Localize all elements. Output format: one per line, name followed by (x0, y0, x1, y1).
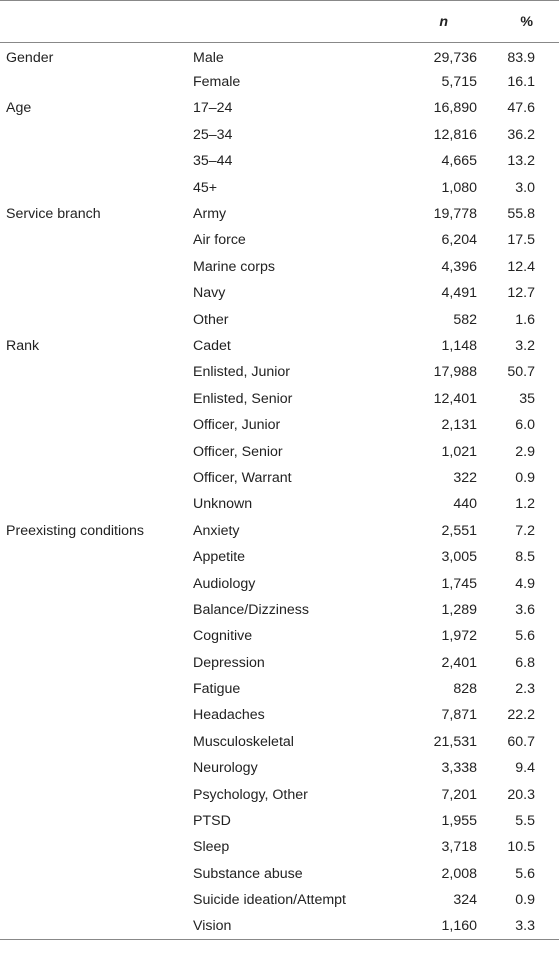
percent-value: 0.9 (515, 469, 535, 486)
group-label (0, 808, 188, 834)
count-value: 21,531 (433, 733, 477, 750)
group-label (0, 649, 188, 675)
item-label: 35–44 (193, 153, 233, 170)
table-header (0, 1, 559, 43)
table-row (0, 808, 559, 834)
count-value: 1,289 (441, 601, 477, 618)
group-label (0, 834, 188, 860)
count-value: 12,401 (433, 390, 477, 407)
item-label: Officer, Senior (193, 443, 283, 460)
percent-value: 1.2 (515, 496, 535, 513)
item-label: Air force (193, 232, 246, 249)
count-value: 4,396 (441, 258, 477, 275)
count-value: 828 (453, 681, 477, 698)
count-value: 5,715 (441, 74, 477, 91)
group-label (0, 254, 188, 280)
item-label: Depression (193, 654, 265, 671)
group-label (0, 861, 188, 887)
table-row (0, 887, 559, 913)
percent-value: 3.2 (515, 337, 535, 354)
group-label (0, 623, 188, 649)
item-label: Fatigue (193, 681, 241, 698)
item-label: 25–34 (193, 126, 233, 143)
table-row (0, 781, 559, 807)
item-label: Headaches (193, 707, 265, 724)
percent-value: 20.3 (507, 786, 535, 803)
count-value: 1,972 (441, 628, 477, 645)
percent-value: 17.5 (507, 232, 535, 249)
count-value: 29,736 (433, 49, 477, 66)
count-value: 1,148 (441, 337, 477, 354)
percent-value: 2.3 (515, 681, 535, 698)
table-row (0, 465, 559, 491)
table-row (0, 333, 559, 359)
table-row (0, 702, 559, 728)
percent-value: 3.0 (515, 179, 535, 196)
group-label (0, 702, 188, 728)
percent-value: 47.6 (507, 100, 535, 117)
group-label (0, 491, 188, 517)
item-label: Officer, Junior (193, 417, 281, 434)
table-row (0, 254, 559, 280)
group-label: Rank (6, 337, 40, 354)
table-row (0, 597, 559, 623)
percent-value: 3.6 (515, 601, 535, 618)
group-label (0, 781, 188, 807)
percent-value: 4.9 (515, 575, 535, 592)
group-label (0, 280, 188, 306)
table-row (0, 43, 559, 69)
group-label: Preexisting conditions (6, 522, 145, 539)
percent-value: 5.6 (515, 628, 535, 645)
item-label: Suicide ideation/Attempt (193, 892, 347, 909)
table-row (0, 69, 559, 95)
count-value: 3,005 (441, 549, 477, 566)
percent-value: 2.9 (515, 443, 535, 460)
item-label: PTSD (193, 813, 231, 830)
item-label: Sleep (193, 839, 230, 856)
count-value: 440 (453, 496, 477, 513)
count-value: 1,080 (441, 179, 477, 196)
percent-value: 55.8 (507, 206, 535, 223)
group-label (0, 913, 188, 939)
group-label (0, 676, 188, 702)
item-label: Officer, Warrant (193, 469, 292, 486)
item-label: Anxiety (193, 522, 240, 539)
table-row (0, 95, 559, 121)
percent-value: 6.0 (515, 417, 535, 434)
count-value: 1,021 (441, 443, 477, 460)
table-body (0, 43, 559, 940)
percent-value: 10.5 (507, 839, 535, 856)
count-value: 7,201 (441, 786, 477, 803)
table-row (0, 280, 559, 306)
item-label: Unknown (193, 496, 253, 513)
percent-value: 8.5 (515, 549, 535, 566)
table-row (0, 570, 559, 596)
table-row (0, 861, 559, 887)
item-label: Musculoskeletal (193, 733, 294, 750)
percent-value: 36.2 (507, 126, 535, 143)
count-value: 4,491 (441, 285, 477, 302)
group-label (0, 729, 188, 755)
percent-value: 35 (519, 390, 535, 407)
group-label: Age (6, 100, 32, 117)
header-blank-item (188, 1, 384, 43)
table-row (0, 174, 559, 200)
table-row (0, 438, 559, 464)
count-value: 1,160 (441, 918, 477, 935)
count-value: 322 (453, 469, 477, 486)
count-value: 2,401 (441, 654, 477, 671)
group-label (0, 174, 188, 200)
percent-value: 0.9 (515, 892, 535, 909)
group-label (0, 122, 188, 148)
percent-value: 5.6 (515, 865, 535, 882)
group-label (0, 227, 188, 253)
group-label (0, 597, 188, 623)
item-label: Audiology (193, 575, 256, 592)
item-label: Other (193, 311, 229, 328)
group-label (0, 755, 188, 781)
group-label (0, 465, 188, 491)
item-label: Army (193, 206, 227, 223)
item-label: 17–24 (193, 100, 233, 117)
percent-value: 7.2 (515, 522, 535, 539)
group-label (0, 386, 188, 412)
table-row (0, 834, 559, 860)
group-label (0, 887, 188, 913)
table-row (0, 359, 559, 385)
count-value: 2,551 (441, 522, 477, 539)
item-label: Substance abuse (193, 865, 303, 882)
count-value: 1,745 (441, 575, 477, 592)
header-blank-group (0, 1, 188, 43)
count-value: 2,008 (441, 865, 477, 882)
group-label: Service branch (6, 206, 101, 223)
group-label (0, 148, 188, 174)
percent-value: 9.4 (515, 760, 535, 777)
count-value: 324 (453, 892, 477, 909)
table-row (0, 544, 559, 570)
table-row (0, 386, 559, 412)
count-value: 16,890 (433, 100, 477, 117)
table-row (0, 201, 559, 227)
table-row (0, 122, 559, 148)
item-label: Appetite (193, 549, 246, 566)
table-row (0, 306, 559, 332)
item-label: Cadet (193, 337, 231, 354)
percent-value: 12.7 (507, 285, 535, 302)
item-label: Neurology (193, 760, 258, 777)
group-label (0, 306, 188, 332)
header-n: n (439, 13, 448, 30)
percent-value: 50.7 (507, 364, 535, 381)
item-label: Psychology, Other (193, 786, 308, 803)
table-row (0, 913, 559, 939)
group-label (0, 359, 188, 385)
percent-value: 13.2 (507, 153, 535, 170)
count-value: 17,988 (433, 364, 477, 381)
count-value: 2,131 (441, 417, 477, 434)
table-row (0, 227, 559, 253)
percent-value: 3.3 (515, 918, 535, 935)
table-row (0, 755, 559, 781)
table-row (0, 649, 559, 675)
item-label: Vision (193, 918, 232, 935)
percent-value: 16.1 (507, 74, 535, 91)
table-row (0, 148, 559, 174)
table-row (0, 623, 559, 649)
table-row (0, 676, 559, 702)
group-label (0, 69, 188, 95)
item-label: Male (193, 49, 224, 66)
count-value: 582 (453, 311, 477, 328)
table-row (0, 729, 559, 755)
item-label: Marine corps (193, 258, 276, 275)
percent-value: 12.4 (507, 258, 535, 275)
table-row (0, 491, 559, 517)
percent-value: 5.5 (515, 813, 535, 830)
group-label (0, 570, 188, 596)
percent-value: 6.8 (515, 654, 535, 671)
group-label: Gender (6, 49, 54, 66)
group-label (0, 412, 188, 438)
count-value: 4,665 (441, 153, 477, 170)
group-label (0, 438, 188, 464)
item-label: Cognitive (193, 628, 253, 645)
percent-value: 22.2 (507, 707, 535, 724)
table-row (0, 518, 559, 544)
count-value: 7,871 (441, 707, 477, 724)
item-label: 45+ (193, 179, 218, 196)
item-label: Balance/Dizziness (193, 601, 309, 618)
percent-value: 60.7 (507, 733, 535, 750)
count-value: 12,816 (433, 126, 477, 143)
item-label: Female (193, 74, 241, 91)
count-value: 6,204 (441, 232, 477, 249)
count-value: 3,338 (441, 760, 477, 777)
percent-value: 1.6 (515, 311, 535, 328)
count-value: 3,718 (441, 839, 477, 856)
item-label: Navy (193, 285, 226, 302)
item-label: Enlisted, Senior (193, 390, 293, 407)
header-row (0, 1, 559, 43)
table-row (0, 412, 559, 438)
percent-value: 83.9 (507, 49, 535, 66)
count-value: 19,778 (433, 206, 477, 223)
group-label (0, 544, 188, 570)
count-value: 1,955 (441, 813, 477, 830)
item-label: Enlisted, Junior (193, 364, 290, 381)
header-percent: % (520, 13, 533, 30)
